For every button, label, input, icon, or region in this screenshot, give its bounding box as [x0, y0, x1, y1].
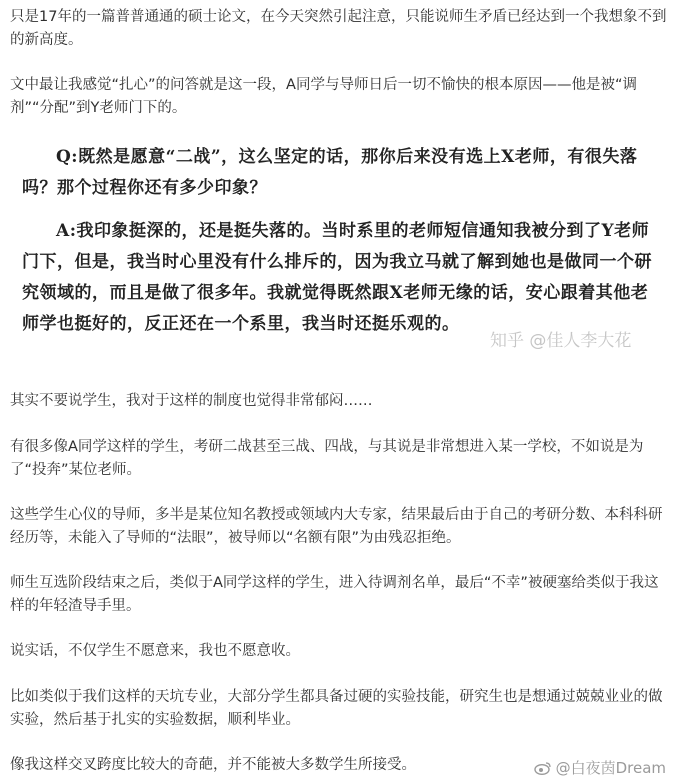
paragraph-3: 这些学生心仪的导师，多半是某位知名教授或领域内大专家，结果最后由于自己的考研分数、本科科研经历等，未能入了导师的“法眼”，被导师以“名额有限”为由残忍拒绝。 — [10, 507, 663, 546]
paragraph-6: 比如类似于我们这样的天坑专业，大部分学生都具备过硬的实验技能，研究生也是想通过兢兢业业的做实验，然后基于扎实的实验数据，顺利毕业。 — [10, 689, 663, 728]
question-text: Q:既然是愿意“二战”，这么坚定的话，那你后来没有选上X老师，有很失落吗？那个过程你还有多少印象？ — [22, 147, 638, 198]
paragraph-4: 师生互选阶段结束之后，类似于A同学这样的学生，进入待调剂名单，最后“不幸”被硬塞给类似于我这样的年轻渣导手里。 — [10, 575, 659, 614]
weibo-logo-icon — [534, 761, 552, 775]
paragraph-intro: 只是17年的一篇普普通通的硕士论文，在今天突然引起注意，只能说师生矛盾已经达到一个我想象不到的新高度。 — [10, 9, 667, 48]
paragraph-5: 说实话，不仅学生不愿意来，我也不愿意收。 — [10, 643, 300, 659]
paragraph-2: 有很多像A同学这样的学生，考研二战甚至三战、四战，与其说是非常想进入某一学校，不如说是为了“投奔”某位老师。 — [10, 439, 644, 478]
weibo-watermark — [534, 757, 666, 778]
quoted-answer — [22, 216, 656, 340]
zhihu-watermark: 知乎 @佳人李大花 — [490, 331, 632, 351]
paragraph-context: 文中最让我感觉“扎心”的问答就是这一段，A同学与导师日后一切不愉快的根本原因——他是被“调剂”“分配”到Y老师门下的。 — [10, 77, 637, 116]
quoted-question — [22, 142, 656, 204]
paragraph-1: 其实不要说学生，我对于这样的制度也觉得非常郁闷…… — [10, 393, 373, 409]
answer-text: A:我印象挺深的，还是挺失落的。当时系里的老师短信通知我被分到了Y老师门下，但是，我当时心里没有什么排斥的，因为我立马就了解到她也是做同一个研究领域的，而且是做了很多年。我就觉得既然跟X老师无缘的话，安心跟着其他老师学也挺好的，反正还在一个系里，我当时还挺乐观的。 — [22, 221, 652, 334]
paragraph-7: 像我这样交叉跨度比较大的奇葩，并不能被大多数学生所接受。 — [10, 757, 416, 773]
weibo-handle: @白夜茵Dream — [555, 759, 666, 777]
